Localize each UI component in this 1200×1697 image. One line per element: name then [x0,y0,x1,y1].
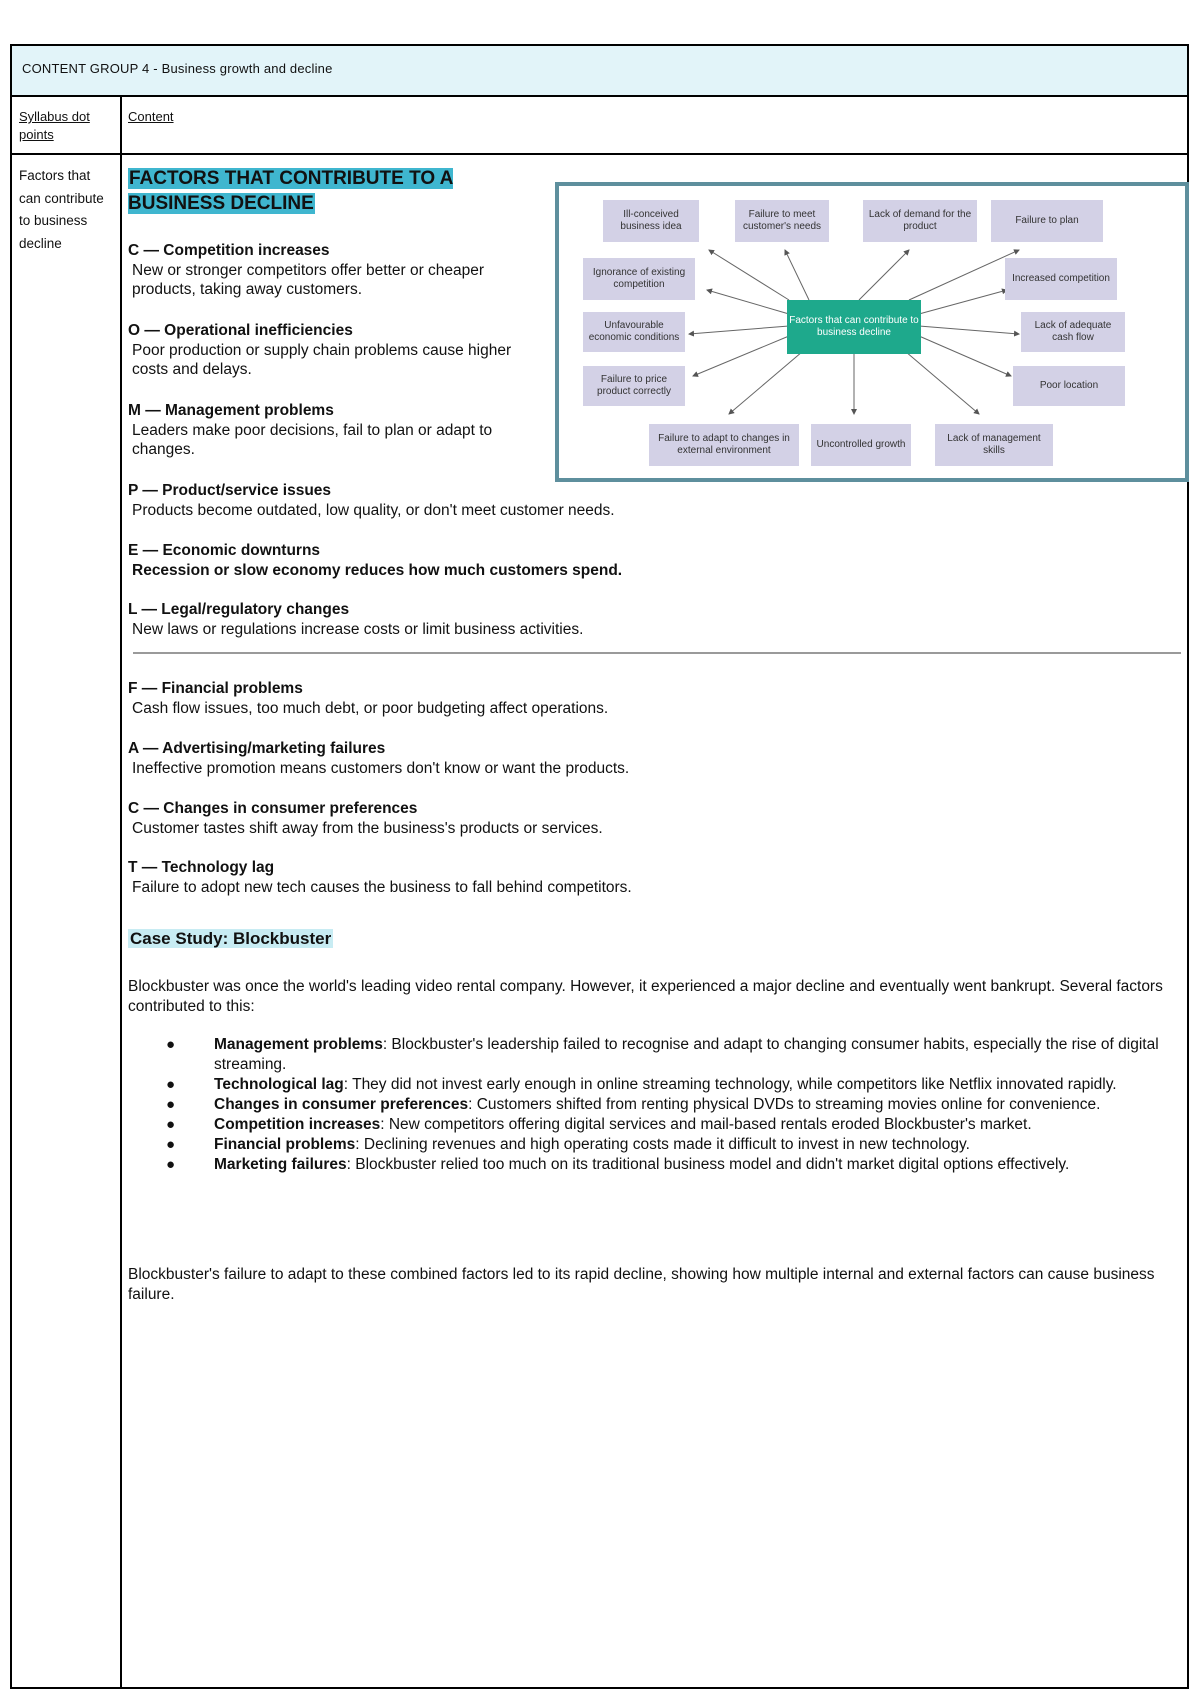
list-item [166,1155,1186,1175]
diagram-box: Poor location [1013,366,1125,406]
factor-item [128,401,546,460]
diagram-center-box: Factors that can contribute to business decline [787,300,921,354]
bullet-icon: ● [166,1156,176,1173]
factor-description: Failure to adopt new tech causes the business to fall behind competitors. [132,878,632,896]
list-item [166,1035,1186,1075]
bullet-term: Marketing failures [214,1156,347,1173]
factor-item [128,541,828,580]
factor-item [128,481,828,520]
factor-description: Poor production or supply chain problems cause higher costs and delays. [132,341,512,378]
column-divider [120,97,122,1687]
factor-item [128,739,828,778]
factor-item [128,321,538,380]
factor-heading: A — Advertising/marketing failures [128,740,386,757]
diagram-box: Failure to adapt to changes in external environment [649,424,799,466]
diagram-box: Failure to plan [991,200,1103,242]
bullet-term: Technological lag [214,1076,344,1093]
syllabus-column-heading: Syllabus dot points [19,109,90,142]
case-study-conclusion: Blockbuster's failure to adapt to these combined factors led to its rapid decline, showing how multiple internal and external factors can cause business failure. [128,1266,1155,1303]
factor-heading: F — Financial problems [128,680,303,697]
diagram-box: Lack of management skills [935,424,1053,466]
factor-item [128,858,888,897]
section-title-text: FACTORS THAT CONTRIBUTE TO A BUSINESS DECLINE [128,168,454,214]
diagram-box: Ill-conceived business idea [603,200,699,242]
bullet-icon: ● [166,1036,176,1053]
bullet-text: : New competitors offering digital services and mail-based rentals eroded Blockbuster's market. [380,1116,1032,1133]
bullet-text: : Declining revenues and high operating costs made it difficult to invest in new technology. [355,1136,970,1153]
bullet-icon: ● [166,1096,176,1113]
bullet-icon: ● [166,1136,176,1153]
bullet-icon: ● [166,1076,176,1093]
factor-description: Leaders make poor decisions, fail to plan or adapt to changes. [132,421,493,458]
list-item [166,1135,1186,1155]
factor-item [128,241,538,300]
diagram-box: Uncontrolled growth [811,424,911,466]
section-divider [133,652,1181,654]
case-study-title [128,928,333,950]
bullet-text: : Customers shifted from renting physical DVDs to streaming movies online for convenience. [468,1096,1101,1113]
bullet-text: : They did not invest early enough in online streaming technology, while competitors like Netflix innovated rapidly. [343,1076,1117,1093]
factor-description: Products become outdated, low quality, or don't meet customer needs. [132,501,615,519]
factor-heading: O — Operational inefficiencies [128,322,353,339]
factor-description: New or stronger competitors offer better or cheaper products, taking away customers. [132,261,485,298]
factor-item [128,799,828,838]
factor-heading: E — Economic downturns [128,542,321,559]
bullet-term: Competition increases [214,1116,381,1133]
factor-heading: T — Technology lag [128,859,275,876]
factor-description: Customer tastes shift away from the business's products or services. [132,819,603,837]
factor-item [128,679,828,718]
decline-factors-diagram [555,182,1189,482]
column-header-row [12,97,1187,155]
bullet-term: Financial problems [214,1136,356,1153]
case-study-intro: Blockbuster was once the world's leading video rental company. However, it experienced a major decline and eventually went bankrupt. Several factors contributed to this: [128,978,1163,1015]
syllabus-dot-point: Factors that can contribute to business decline [19,168,104,251]
bullet-term: Changes in consumer preferences [214,1096,469,1113]
list-item [166,1075,1186,1095]
factor-heading: P — Product/service issues [128,482,332,499]
diagram-box: Increased competition [1005,258,1117,300]
list-item [166,1095,1186,1115]
factor-heading: L — Legal/regulatory changes [128,601,350,618]
table-header [12,46,1187,97]
factor-description: Recession or slow economy reduces how much customers spend. [132,561,623,579]
factor-heading: C — Changes in consumer preferences [128,800,418,817]
case-study-bullet-list [166,1035,1186,1175]
section-title [128,166,488,216]
diagram-box: Failure to meet customer's needs [735,200,829,242]
factor-description: New laws or regulations increase costs or limit business activities. [132,620,584,638]
diagram-box: Unfavourable economic conditions [583,312,685,352]
bullet-text: : Blockbuster relied too much on its traditional business model and didn't market digital options effectively. [346,1156,1070,1173]
bullet-term: Management problems [214,1036,383,1053]
content-column-heading: Content [128,109,174,124]
case-study-title-text: Case Study: Blockbuster [130,929,332,948]
factor-description: Ineffective promotion means customers don't know or want the products. [132,759,630,777]
factor-heading: C — Competition increases [128,242,330,259]
bullet-text: : Blockbuster's leadership failed to recognise and adapt to changing consumer habits, especially the rise of digital streaming. [214,1036,1159,1073]
factor-item [128,600,828,639]
diagram-box: Failure to price product correctly [583,366,685,406]
content-group-title: CONTENT GROUP 4 - Business growth and decline [22,61,333,76]
bullet-icon: ● [166,1116,176,1133]
diagram-box: Ignorance of existing competition [583,258,695,300]
diagram-box: Lack of demand for the product [863,200,977,242]
factor-description: Cash flow issues, too much debt, or poor budgeting affect operations. [132,699,609,717]
list-item [166,1115,1186,1135]
factor-heading: M — Management problems [128,402,334,419]
diagram-box: Lack of adequate cash flow [1021,312,1125,352]
